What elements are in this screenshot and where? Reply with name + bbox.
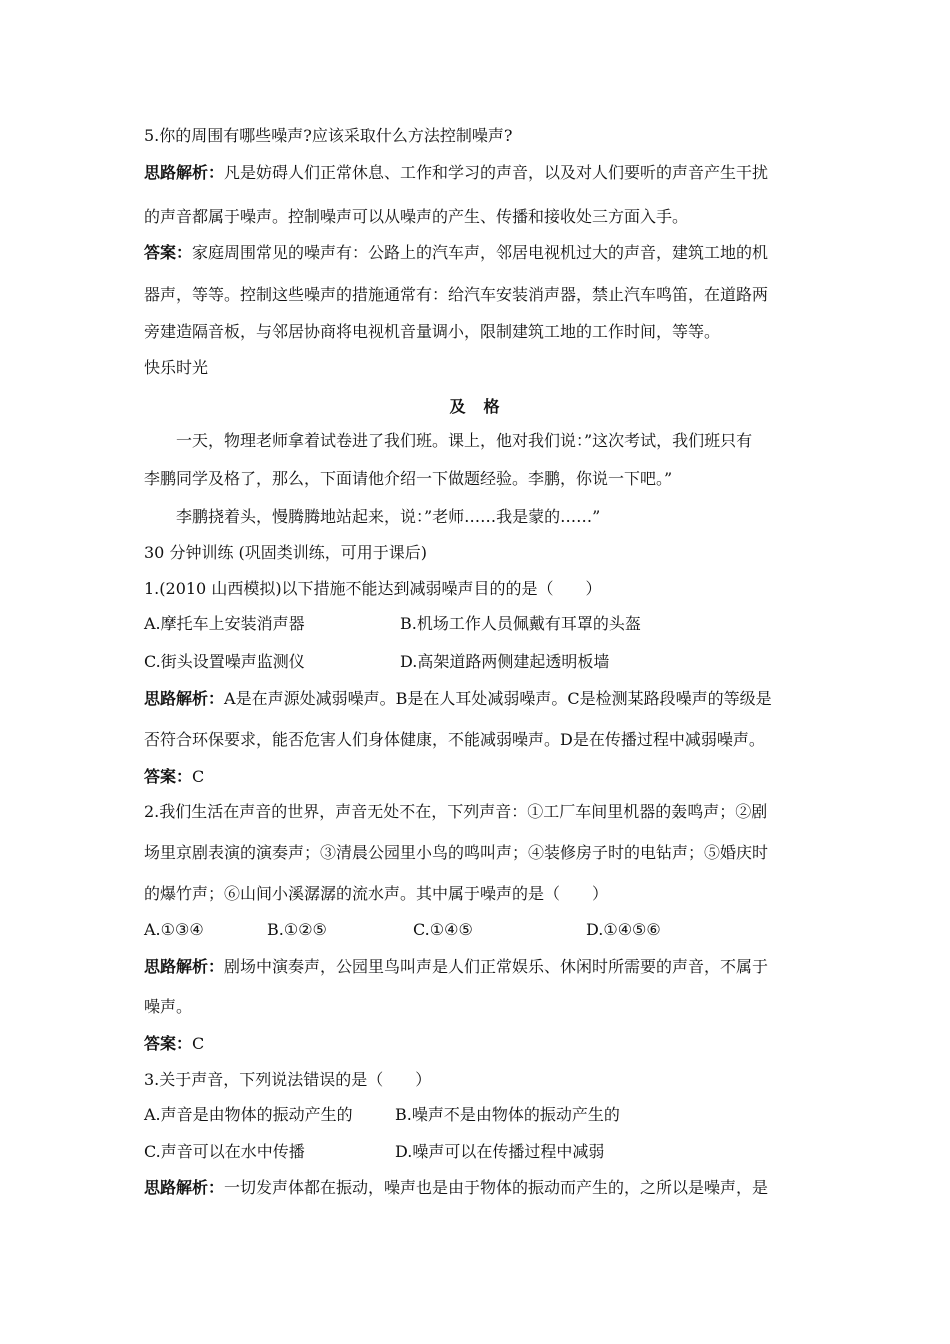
q1-stem: 1.(2010 山西模拟)以下措施不能达到减弱噪声目的的是（ ）: [144, 579, 602, 598]
q1-option-d: D.高架道路两侧建起透明板墙: [400, 652, 610, 671]
q5-answer-cont: 器声，等等。控制这些噪声的措施通常有：给汽车安装消声器，禁止汽车鸣笛，在道路两: [144, 285, 769, 304]
analysis-label: 思路解析：: [144, 163, 225, 182]
analysis-label: 思路解析：: [144, 1178, 225, 1197]
q3-analysis: [144, 1176, 768, 1200]
q1-answer: [144, 765, 204, 789]
q2-stem: 2.我们生活在声音的世界，声音无处不在，下列声音：①工厂车间里机器的轰鸣声；②剧: [144, 802, 768, 821]
answer-text: C: [192, 1034, 205, 1053]
answer-text: C: [192, 767, 205, 786]
answer-text: 家庭周围常见的噪声有：公路上的汽车声，邻居电视机过大的声音，建筑工地的机: [192, 243, 769, 262]
story-title: 及 格: [449, 397, 501, 416]
q2-answer: [144, 1032, 204, 1056]
answer-label: 答案：: [144, 243, 193, 262]
q3-option-d: D.噪声可以在传播过程中减弱: [395, 1142, 605, 1161]
section-heading: 快乐时光: [144, 358, 209, 377]
q3-option-b: B.噪声不是由物体的振动产生的: [395, 1105, 620, 1124]
analysis-text: 剧场中演奏声，公园里鸟叫声是人们正常娱乐、休闲时所需要的声音，不属于: [224, 957, 769, 976]
q5-analysis-cont: 的声音都属于噪声。控制噪声可以从噪声的产生、传播和接收处三方面入手。: [144, 207, 689, 226]
analysis-text: A是在声源处减弱噪声。B是在人耳处减弱噪声。C是检测某路段噪声的等级是: [224, 689, 772, 708]
q1-option-b: B.机场工作人员佩戴有耳罩的头盔: [400, 614, 641, 633]
story-paragraph-cont: 李鹏同学及格了，那么，下面请他介绍一下做题经验。李鹏，你说一下吧。”: [144, 469, 673, 488]
q1-option-a: A.摩托车上安装消声器: [144, 614, 305, 633]
q5-analysis: [144, 161, 768, 185]
training-heading: 30 分钟训练 (巩固类训练，可用于课后): [144, 543, 428, 562]
q3-option-c: C.声音可以在水中传播: [144, 1142, 305, 1161]
story-paragraph: 一天，物理老师拿着试卷进了我们班。课上，他对我们说：”这次考试，我们班只有: [176, 431, 753, 450]
analysis-text: 一切发声体都在振动，噪声也是由于物体的振动而产生的，之所以是噪声，是: [224, 1178, 769, 1197]
q2-stem-cont: 场里京剧表演的演奏声；③清晨公园里小鸟的鸣叫声；④装修房子时的电钻声；⑤婚庆时: [144, 843, 769, 862]
q3-stem: 3.关于声音，下列说法错误的是（ ）: [144, 1070, 432, 1089]
q5-answer-cont: 旁建造隔音板，与邻居协商将电视机音量调小，限制建筑工地的工作时间，等等。: [144, 322, 721, 341]
q2-analysis: [144, 955, 768, 979]
analysis-label: 思路解析：: [144, 957, 225, 976]
answer-label: 答案：: [144, 767, 193, 786]
q2-stem-cont: 的爆竹声；⑥山间小溪潺潺的流水声。其中属于噪声的是（ ）: [144, 884, 609, 903]
q3-option-a: A.声音是由物体的振动产生的: [144, 1105, 353, 1124]
story-paragraph: 李鹏挠着头，慢腾腾地站起来，说：”老师……我是蒙的……”: [176, 507, 601, 526]
q2-analysis-cont: 噪声。: [144, 997, 193, 1016]
q1-analysis-cont: 否符合环保要求，能否危害人们身体健康，不能减弱噪声。D是在传播过程中减弱噪声。: [144, 730, 765, 749]
q5-question: 5.你的周围有哪些噪声?应该采取什么方法控制噪声?: [144, 126, 513, 145]
q5-answer: [144, 241, 768, 265]
q2-option-c: C.①④⑤: [413, 920, 473, 939]
q1-analysis: [144, 687, 772, 711]
q2-option-a: A.①③④: [144, 920, 204, 939]
q2-option-d: D.①④⑤⑥: [586, 920, 661, 939]
analysis-label: 思路解析：: [144, 689, 225, 708]
q2-option-b: B.①②⑤: [267, 920, 327, 939]
answer-label: 答案：: [144, 1034, 193, 1053]
analysis-text: 凡是妨碍人们正常休息、工作和学习的声音，以及对人们要听的声音产生干扰: [224, 163, 769, 182]
q1-option-c: C.街头设置噪声监测仪: [144, 652, 305, 671]
